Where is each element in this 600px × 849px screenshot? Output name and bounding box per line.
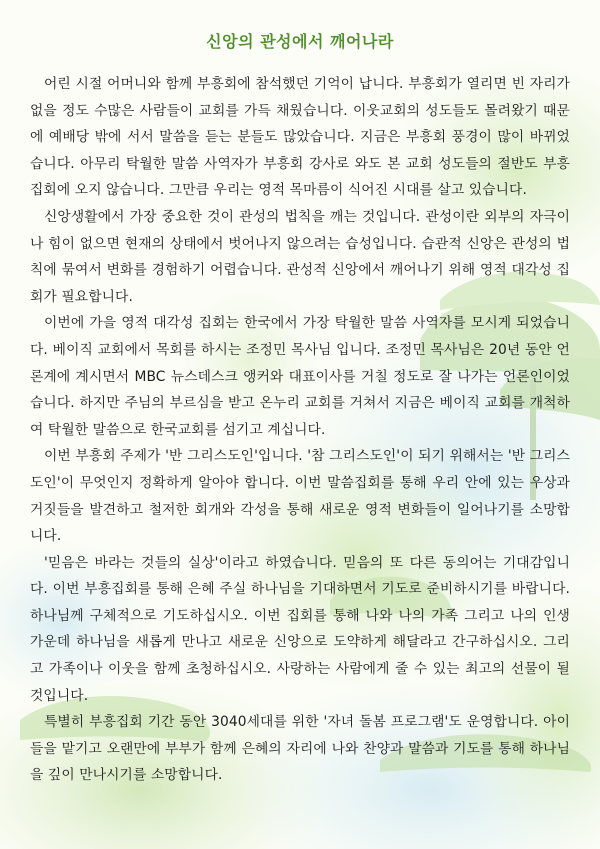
paragraph: 이번 부흥회 주제가 '반 그리스도인'입니다. '참 그리스도인'이 되기 위해서는 '반 그리스도인'이 무엇인지 정확하게 알아야 합니다. 이번 말씀집회를 통해 우리 안에 있는 우상과 거짓들을 발견하고 철저한 회개와 각성을 통해 새로운 영적 변화들이 일어나기를 소망합니다.	[30, 448, 570, 545]
paragraph: 특별히 부흥집회 기간 동안 3040세대를 위한 '자녀 돌봄 프로그램'도 운영합니다. 아이들을 맡기고 오랜만에 부부가 함께 은혜의 자리에 나와 찬양과 말씀과 기도를 통해 하나님을 깊이 만나시기를 소망합니다.	[30, 714, 570, 784]
document-title: 신앙의 관성에서 깨어나라	[206, 32, 394, 51]
paragraph: 이번에 가을 영적 대각성 집회는 한국에서 가장 탁월한 말씀 사역자를 모시게 되었습니다. 베이직 교회에서 목회를 하시는 조정민 목사님 입니다. 조정민 목사님은 20년 동안 언론계에 계시면서 MBC 뉴스데스크 앵커와 대표이사를 거칠 정도로 잘 나가는 언론인이었습니다. 하지만 주님의 부르심을 받고 온누리 교회를 거쳐서 지금은 베이직 교회를 개척하여 탁월한 말씀으로 한국교회를 섬기고 계십니다.	[30, 315, 570, 438]
document-body	[30, 71, 570, 789]
paragraph: 어린 시절 어머니와 함께 부흥회에 참석했던 기억이 납니다. 부흥회가 열리면 빈 자리가 없을 정도 수많은 사람들이 교회를 가득 채웠습니다. 이웃교회의 성도들도 몰려왔기 때문에 예배당 밖에 서서 말씀을 듣는 분들도 많았습니다. 지금은 부흥회 풍경이 많이 바뀌었습니다. 아무리 탁월한 말씀 사역자가 부흥회 강사로 와도 본 교회 성도들의 절반도 부흥집회에 오지 않습니다. 그만큼 우리는 영적 목마름이 식어진 시대를 살고 있습니다.	[30, 76, 570, 199]
paragraph: '믿음은 바라는 것들의 실상'이라고 하였습니다. 믿음의 또 다른 동의어는 기대감입니다. 이번 부흥집회를 통해 은혜 주실 하나님을 기대하면서 기도로 준비하시기를 바랍니다. 하나님께 구체적으로 기도하십시오. 이번 집회를 통해 나와 나의 가족 그리고 나의 인생 가운데 하나님을 새롭게 만나고 새로운 신앙으로 도약하게 해달라고 간구하십시오. 그리고 가족이나 이웃을 함께 초청하십시오. 사랑하는 사람에게 줄 수 있는 최고의 선물이 될 것입니다.	[30, 554, 570, 704]
paragraph: 신앙생활에서 가장 중요한 것이 관성의 법칙을 깨는 것입니다. 관성이란 외부의 자극이나 힘이 없으면 현재의 상태에서 벗어나지 않으려는 습성입니다. 습관적 신앙은 관성의 법칙에 묶여서 변화를 경험하기 어렵습니다. 관성적 신앙에서 깨어나기 위해 영적 대각성 집회가 필요합니다.	[30, 208, 570, 305]
